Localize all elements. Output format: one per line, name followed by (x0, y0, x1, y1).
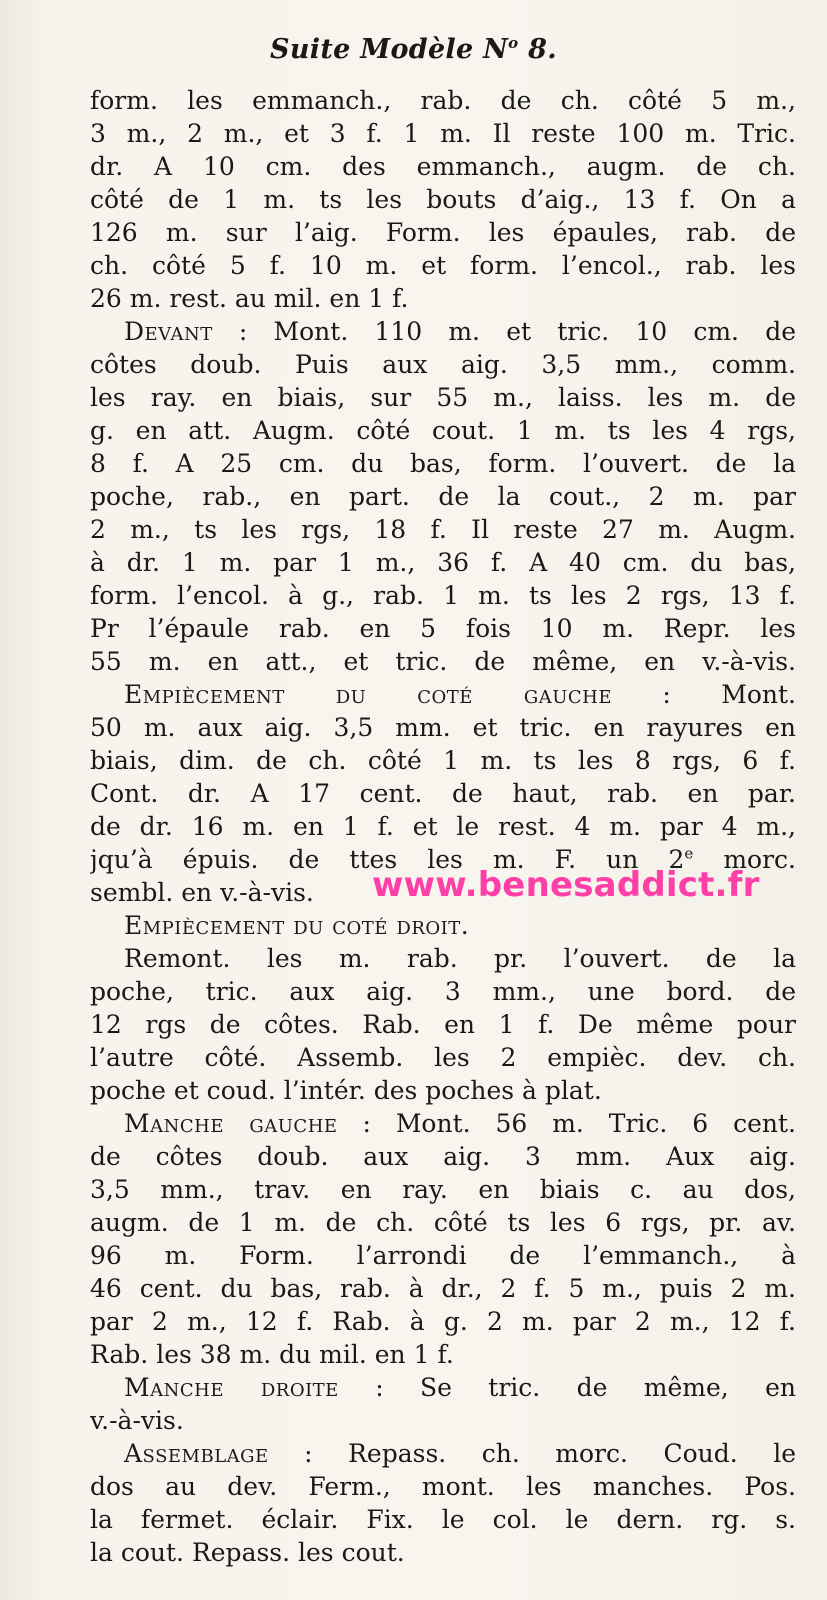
text-line: l’autre côté. Assemb. les 2 empièc. dev. ch. (90, 1043, 796, 1072)
text-line: la cout. Repass. les cout. (90, 1538, 405, 1567)
text-line: g. en att. Augm. côté cout. 1 m. ts les 4 rgs, (90, 416, 796, 445)
section-heading-empiecement-gauche: Empiècement du coté gauche (124, 680, 612, 709)
text-line: form. l’encol. à g., rab. 1 m. ts les 2 rgs, 13 f. (90, 581, 796, 610)
text-line: 12 rgs de côtes. Rab. en 1 f. De même pour (90, 1010, 796, 1039)
text-line: 55 m. en att., et tric. de même, en v.-à-vis. (90, 647, 796, 676)
section-heading-empiecement-droit: Empiècement du coté droit. (124, 911, 470, 940)
section-manche-droite-line: Manche droite : Se tric. de même, en (124, 1373, 796, 1402)
text-line: 8 f. A 25 cm. du bas, form. l’ouvert. de la (90, 449, 796, 478)
section-heading-assemblage: Assemblage (124, 1439, 269, 1468)
text-line: de côtes doub. aux aig. 3 mm. Aux aig. (90, 1142, 796, 1171)
header-title: Suite Modèle (270, 34, 474, 65)
text-line: à dr. 1 m. par 1 m., 36 f. A 40 cm. du bas, (90, 548, 796, 577)
section-devant-line: Devant : Mont. 110 m. et tric. 10 cm. de (124, 317, 796, 346)
body-text (90, 84, 796, 1569)
text-line: les ray. en biais, sur 55 m., laiss. les m. de (90, 383, 796, 412)
text-line: 46 cent. du bas, rab. à dr., 2 f. 5 m., puis 2 m. (90, 1274, 796, 1303)
section-heading-manche-gauche: Manche gauche (124, 1109, 338, 1138)
text-line: Rab. les 38 m. du mil. en 1 f. (90, 1340, 454, 1369)
text-line: poche, rab., en part. de la cout., 2 m. par (90, 482, 796, 511)
text-line: 26 m. rest. au mil. en 1 f. (90, 284, 409, 313)
watermark-link[interactable]: www.benesaddict.fr (372, 865, 760, 905)
text-line: 3,5 mm., trav. en ray. en biais c. au dos, (90, 1175, 796, 1204)
text-line: Cont. dr. A 17 cent. de haut, rab. en par. (90, 779, 796, 808)
section-assemblage-line: Assemblage : Repass. ch. morc. Coud. le (124, 1439, 796, 1468)
page-header (0, 34, 827, 65)
text-line-with-superscript: jqu’à épuis. de ttes les m. F. un 2e morc. (90, 844, 796, 874)
header-number: 8. (528, 34, 557, 65)
text-line: Remont. les m. rab. pr. l’ouvert. de la (124, 944, 796, 973)
section-heading-devant: Devant (124, 317, 213, 346)
text-line: dr. A 10 cm. des emmanch., augm. de ch. (90, 152, 796, 181)
text-line: la fermet. éclair. Fix. le col. le dern. rg. s. (90, 1505, 796, 1534)
text-line: côtes doub. Puis aux aig. 3,5 mm., comm. (90, 350, 796, 379)
text-line: Pr l’épaule rab. en 5 fois 10 m. Repr. les (90, 614, 796, 643)
section-empiecement-gauche-line: Empiècement du coté gauche : Mont. (124, 680, 796, 709)
text-line: augm. de 1 m. de ch. côté ts les 6 rgs, pr. av. (90, 1208, 796, 1237)
text-line: 50 m. aux aig. 3,5 mm. et tric. en rayures en (90, 713, 796, 742)
text-line: v.-à-vis. (90, 1406, 184, 1435)
text-line: form. les emmanch., rab. de ch. côté 5 m., (90, 86, 796, 115)
header-number-sign: $N^o$ (483, 34, 519, 65)
text-line: 96 m. Form. l’arrondi de l’emmanch., à (90, 1241, 796, 1270)
text-line: dos au dev. Ferm., mont. les manches. Pos. (90, 1472, 796, 1501)
text-line: sembl. en v.-à-vis. (90, 878, 314, 907)
text-line: poche, tric. aux aig. 3 mm., une bord. de (90, 977, 796, 1006)
text-line: ch. côté 5 f. 10 m. et form. l’encol., rab. les (90, 251, 796, 280)
section-heading-manche-droite: Manche droite (124, 1373, 339, 1402)
text-line: côté de 1 m. ts les bouts d’aig., 13 f. On a (90, 185, 796, 214)
text-line: poche et coud. l’intér. des poches à plat. (90, 1076, 602, 1105)
text-line: 2 m., ts les rgs, 18 f. Il reste 27 m. Augm. (90, 515, 796, 544)
text-line: biais, dim. de ch. côté 1 m. ts les 8 rgs, 6 f. (90, 746, 796, 775)
text-line: de dr. 16 m. en 1 f. et le rest. 4 m. par 4 m., (90, 812, 796, 841)
text-line: par 2 m., 12 f. Rab. à g. 2 m. par 2 m., 12 f. (90, 1307, 796, 1336)
text-line: 3 m., 2 m., et 3 f. 1 m. Il reste 100 m. Tric. (90, 119, 796, 148)
text-line: 126 m. sur l’aig. Form. les épaules, rab. de (90, 218, 796, 247)
section-manche-gauche-line: Manche gauche : Mont. 56 m. Tric. 6 cent. (124, 1109, 796, 1138)
